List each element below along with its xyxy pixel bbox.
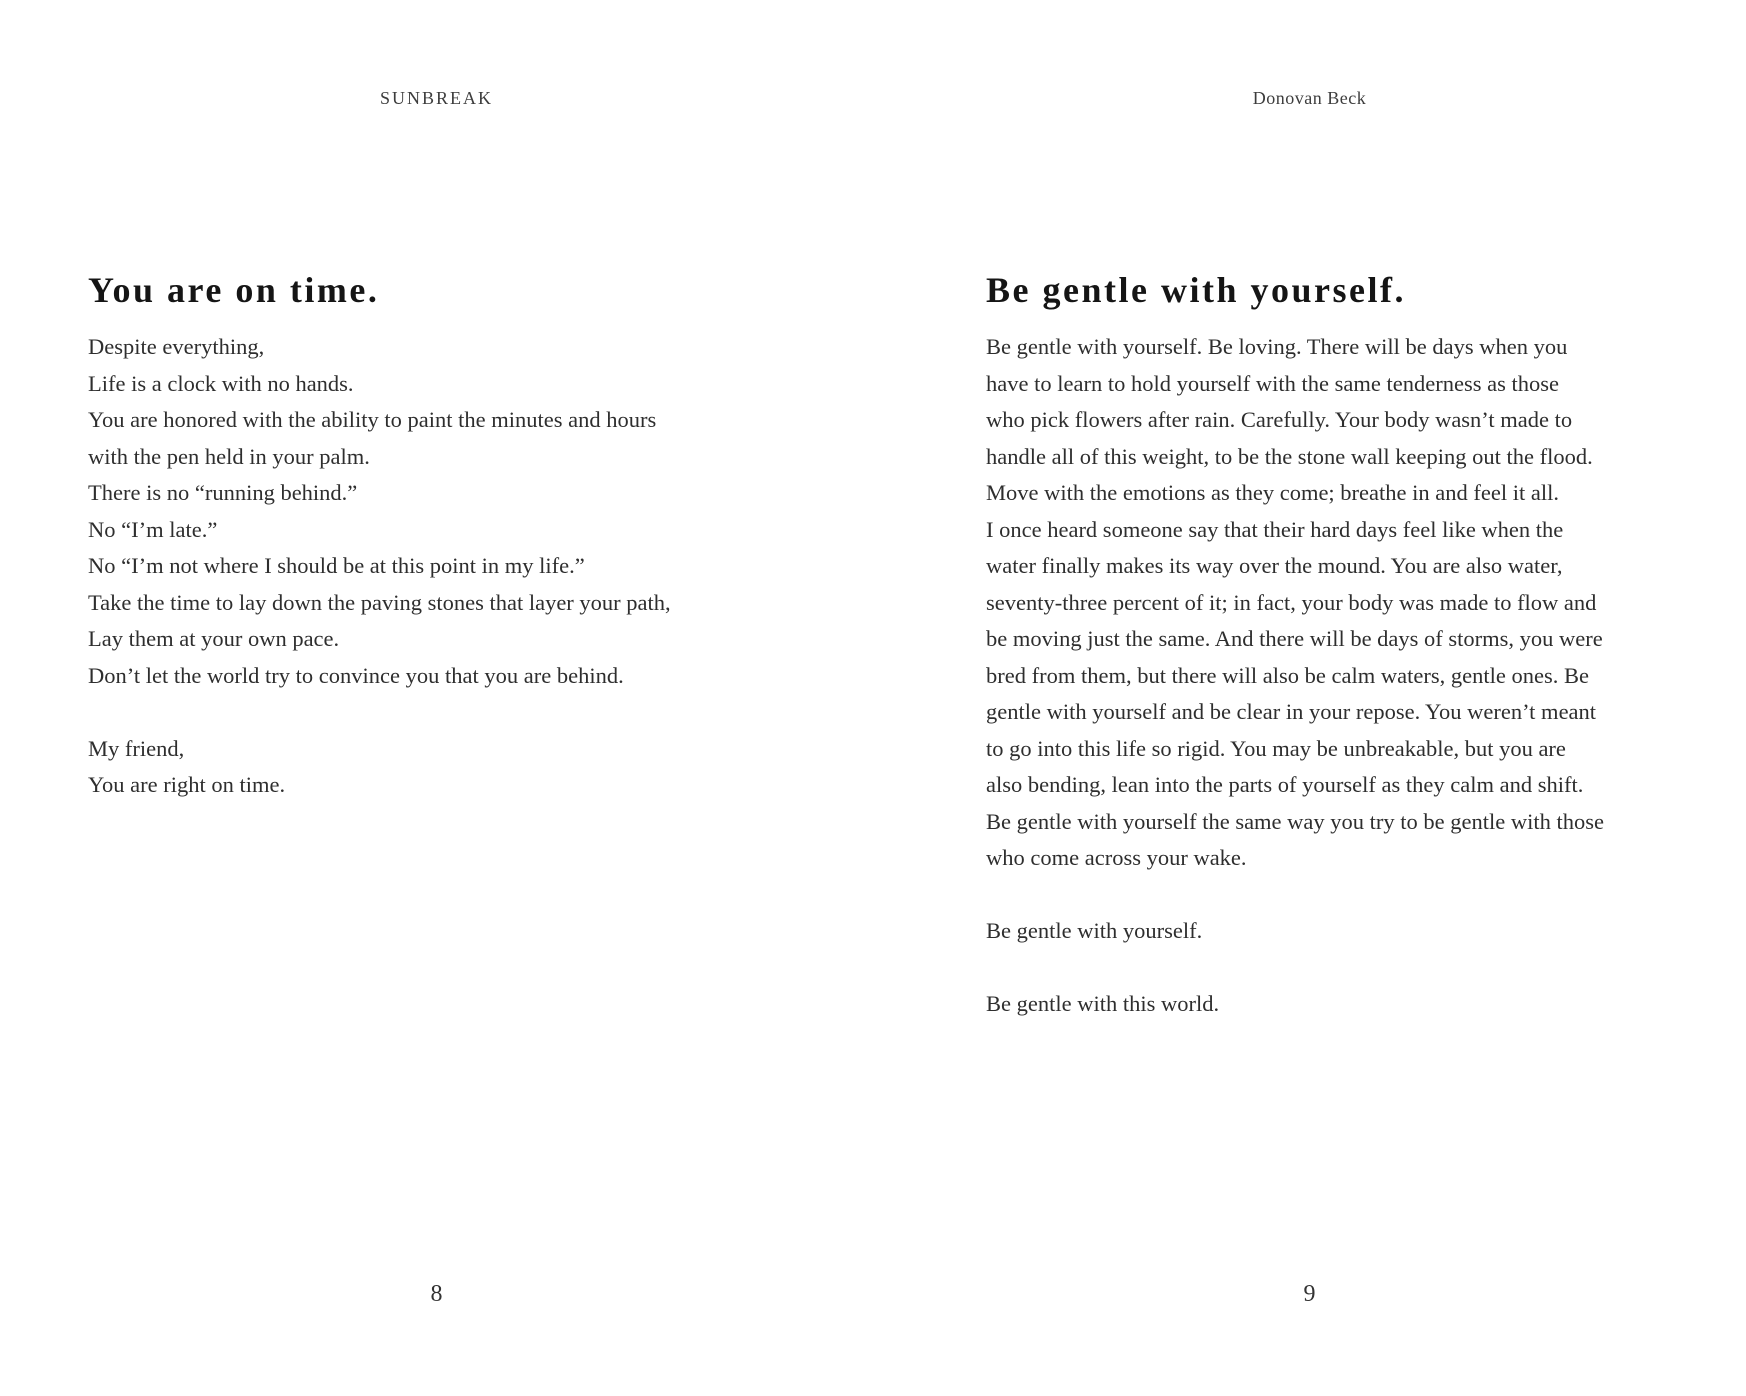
poem-line: also bending, lean into the parts of yourself as they calm and shift. — [986, 772, 1584, 797]
poem-line: Be gentle with yourself the same way you try to be gentle with those — [986, 808, 1604, 834]
poem-line: Move with the emotions as they come; breathe in and feel it all. — [986, 480, 1559, 505]
poem-line: Be gentle with this world. — [986, 991, 1220, 1016]
poem-stanza — [88, 329, 671, 694]
poem-line: Take the time to lay down the paving stones that layer your path, — [88, 589, 671, 615]
poem-line: bred from them, but there will also be calm waters, gentle ones. Be — [986, 662, 1589, 688]
poem-line: who come across your wake. — [986, 845, 1247, 870]
poem-line: I once heard someone say that their hard days feel like when the — [986, 516, 1564, 542]
poem-line: seventy-three percent of it; in fact, your body was made to flow and — [986, 589, 1597, 615]
poem-line: Be gentle with yourself. — [986, 918, 1203, 943]
poem-line: Despite everything, — [88, 334, 265, 359]
poem-line: be moving just the same. And there will be days of storms, you were — [986, 626, 1603, 651]
right-page — [873, 0, 1746, 1396]
poem-paragraph — [986, 329, 1604, 877]
poem-line: have to learn to hold yourself with the same tenderness as those — [986, 370, 1559, 396]
poem-line: There is no “running behind.” — [88, 480, 358, 505]
poem-line: Lay them at your own pace. — [88, 626, 340, 651]
poem-title: You are on time. — [88, 270, 380, 311]
poem-line: My friend, — [88, 735, 185, 761]
poem-line: Don’t let the world try to convince you that you are behind. — [88, 662, 624, 688]
poem-closing-lines — [986, 913, 1604, 1023]
poem-line: You are honored with the ability to paint the minutes and hours — [88, 407, 657, 432]
poem-line: with the pen held in your palm. — [88, 443, 370, 469]
poem-stanza — [88, 731, 671, 804]
running-header-book-title: SUNBREAK — [379, 88, 493, 108]
poem-line: water finally makes its way over the mound. You are also water, — [986, 553, 1563, 578]
poem-body — [986, 329, 1604, 1023]
poem-body — [88, 329, 671, 804]
poem-line: handle all of this weight, to be the stone wall keeping out the flood. — [986, 443, 1593, 469]
poem-line: to go into this life so rigid. You may be unbreakable, but you are — [986, 735, 1566, 761]
page-number: 8 — [430, 1281, 443, 1307]
page-number: 9 — [1303, 1281, 1316, 1307]
poem-line: gentle with yourself and be clear in your repose. You weren’t meant — [986, 699, 1597, 724]
poem-line: You are right on time. — [88, 772, 286, 797]
poem-title: Be gentle with yourself. — [986, 270, 1406, 311]
poem-line: No “I’m late.” — [88, 516, 218, 542]
poem-line: Life is a clock with no hands. — [88, 370, 354, 396]
poem-line: who pick flowers after rain. Carefully. Your body wasn’t made to — [986, 407, 1573, 432]
poem-line: Be gentle with yourself. Be loving. There will be days when you — [986, 334, 1568, 359]
running-header-author-name: Donovan Beck — [1252, 88, 1367, 108]
poem-line: No “I’m not where I should be at this point in my life.” — [88, 553, 585, 578]
